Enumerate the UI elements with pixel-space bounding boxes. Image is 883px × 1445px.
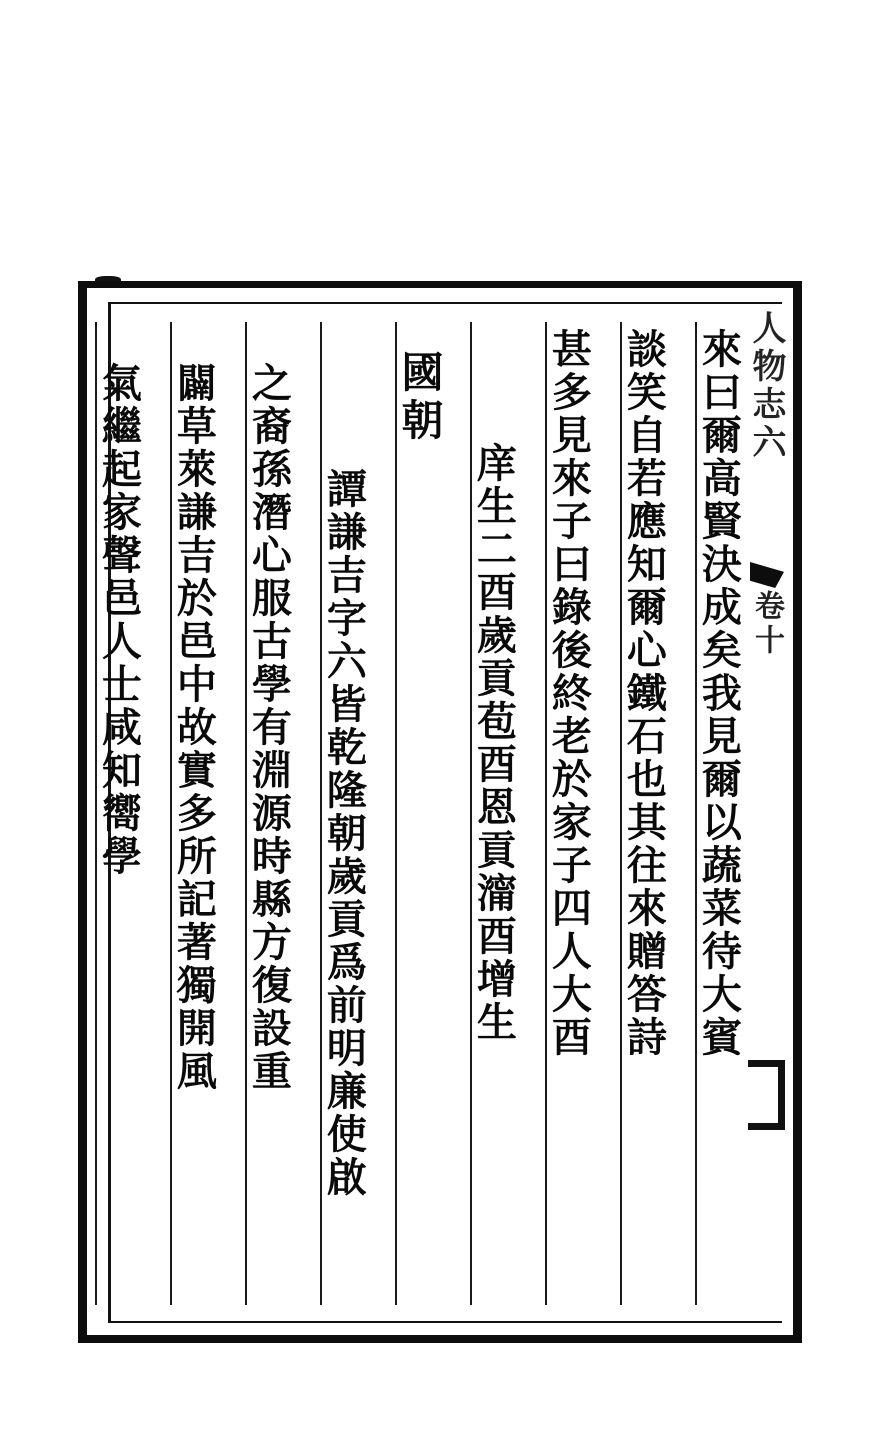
margin-volume-text: 卷十 — [749, 590, 784, 658]
column-text: 談笑自若應知爾心鐵石也其往來贈答詩 — [620, 328, 668, 1059]
section-heading-column — [395, 322, 470, 1305]
column-text: 甚多見來子曰錄後終老於家子四人大酉 — [545, 328, 593, 1059]
text-column — [95, 322, 170, 1305]
section-heading: 國朝 — [395, 350, 445, 446]
text-column — [320, 322, 395, 1305]
text-column — [620, 322, 695, 1305]
block-border — [78, 281, 802, 1343]
margin-fold-strip — [738, 290, 798, 1335]
column-text: 來曰爾高賢決成矣我見爾以蔬菜待大賓 — [695, 328, 743, 1059]
margin-title-text: 人物志六 — [746, 310, 786, 462]
column-text: 氣繼起家聲邑人士咸知嚮學 — [95, 362, 143, 878]
column-text: 之裔孫潛心服古學有淵源時縣方復設重 — [245, 362, 293, 1093]
text-column — [245, 322, 320, 1305]
column-text: 闢草萊謙吉於邑中故實多所記著獨開風 — [170, 362, 218, 1093]
fishtail-fold-mark — [750, 562, 784, 588]
column-text: 譚謙吉字六皆乾隆朝歲貢爲前明廉使啟 — [320, 468, 368, 1199]
text-columns — [95, 322, 770, 1305]
text-column — [170, 322, 245, 1305]
fold-bracket-mark — [748, 1060, 785, 1130]
text-column — [545, 322, 620, 1305]
block-inner-rule — [95, 302, 782, 1323]
text-column — [470, 322, 545, 1305]
column-text: 庠生二酉歲貢苞酉恩貢澝酉增生 — [470, 442, 518, 1044]
